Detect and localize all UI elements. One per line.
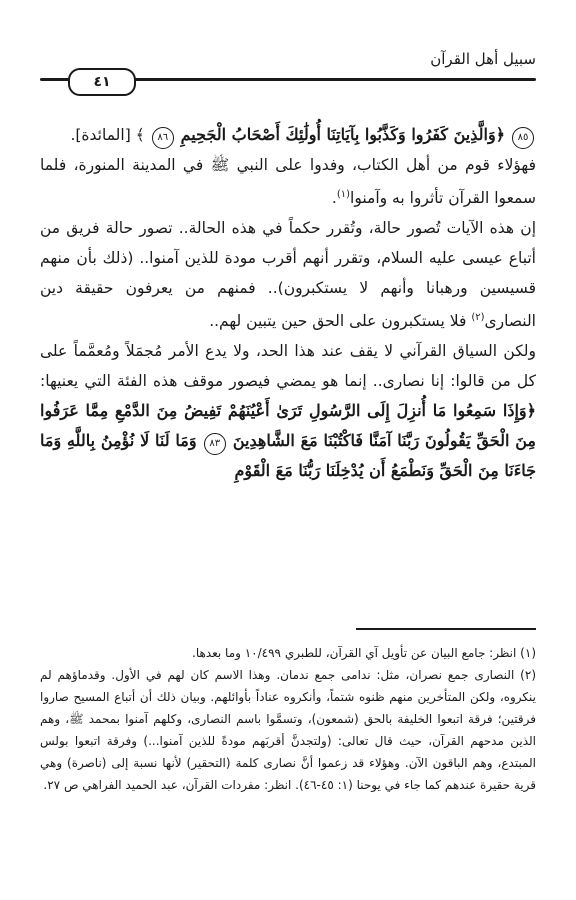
running-title: سبيل أهل القرآن <box>430 50 536 68</box>
verse-marker-start: ٨٥ <box>512 127 534 149</box>
page-header <box>40 50 536 94</box>
quran-verse-3: وَمَا لَنَا لَا نُؤْمِنُ بِاللَّهِ وَمَا جَاءَنَا مِنَ الْحَقِّ وَنَطْمَعُ أَن يُدْخِلَنَا رَبُّنَا مَعَ الْقَوْمِ <box>40 431 536 481</box>
paragraph-3-end: فلا يستكبرون على الحق حين يتبين لهم.. <box>209 312 472 331</box>
footnote-separator <box>356 628 536 630</box>
paragraph-4-text: ولكن السياق القرآني لا يقف عند هذا الحد، ولا يدع الأمر مُجمَلاً ومُعمَّماً على كل من قالوا: إنا نصارى.. إنما هو يمضي فيصور موقف هذه الفئة التي يعنيها: <box>40 342 536 391</box>
footnote-ref-2: (٢) <box>471 312 485 324</box>
page-number: ٤١ <box>68 68 136 96</box>
footnote-1: (١) انظر: جامع البيان عن تأويل آي القرآن، للطبري ١٠/٤٩٩ وما بعدها. <box>192 646 536 660</box>
surah-reference: ﴾ [المائدة]. <box>70 126 145 144</box>
paragraph-2 <box>40 150 536 213</box>
quran-verse-1: ﴿وَالَّذِينَ كَفَرُوا وَكَذَّبُوا بِآيَاتِنَا أُولَٰئِكَ أَصْحَابُ الْجَحِيمِ <box>180 125 506 144</box>
footnotes <box>40 642 536 796</box>
paragraph-1 <box>40 120 536 150</box>
paragraph-3 <box>40 213 536 336</box>
verse-marker-83: ٨٣ <box>204 433 226 455</box>
paragraph-2-end: . <box>331 189 337 208</box>
paragraph-3-text: إن هذه الآيات تُصور حالة، وتُقرر حكماً في هذه الحالة.. تصور حالة فريق من أتباع عيسى عليه السلام، وتقرر أنهم أقرب مودة للذين آمنوا.. (ذلك بأن منهم قسيسين ورهبانا وأنهم لا يستكبرون).. فمنهم من يعرفون حقيقة دين النصارى <box>40 219 536 331</box>
quran-verse-2: ﴿وَإِذَا سَمِعُوا مَا أُنزِلَ إِلَى الرَّسُولِ تَرَىٰ أَعْيُنَهُمْ تَفِيضُ مِنَ الدَّمْعِ مِمَّا عَرَفُوا مِنَ الْحَقِّ يَقُولُونَ رَبَّنَا آمَنَّا فَاكْتُبْنَا مَعَ الشَّاهِدِينَ <box>40 401 536 451</box>
footnote-2: (٢) النصارى جمع نصران، مثل: ندامى جمع ندمان. وهذا الاسم كان لهم في الأول. وقدماؤهم لم ينكروه، ولكن المتأخرين منهم ظنوه شتماً، وأنكروه عناداً بأوائلهم. وبيان ذلك أن أتباع المسيح صاروا فرقتين؛ فرقة اتبعوا الخليفة بالحق (شمعون)، وتسمَّوا باسم النصارى، وكلهم آمنوا بمحمد ﷺ، وهم الذين مدحهم القرآن، حيث قال تعالى: (ولتجدنَّ أقربَهم مودةً للذين آمنوا...) وفرقة اتبعوا بولس المبتدع، وهم الباقون الآن. وهؤلاء قد زعموا أنَّ نصارى كلمة (التحقير) لأنها نسبة إلى (ناصرة) وهي قرية حقيرة عندهم كما جاء في يوحنا (١: ٤٥-٤٦). انظر: مفردات القرآن، عبد الحميد الفراهي ص ٢٧. <box>40 668 536 792</box>
paragraph-2-text: فهؤلاء قوم من أهل الكتاب، وفدوا على النبي ﷺ في المدينة المنورة، فلما سمعوا القرآن تأثروا به وآمنوا <box>40 156 536 208</box>
paragraph-4 <box>40 336 536 486</box>
footnote-ref-1: (١) <box>336 189 351 200</box>
verse-marker-end: ٨٦ <box>152 127 174 149</box>
main-text <box>40 120 536 610</box>
